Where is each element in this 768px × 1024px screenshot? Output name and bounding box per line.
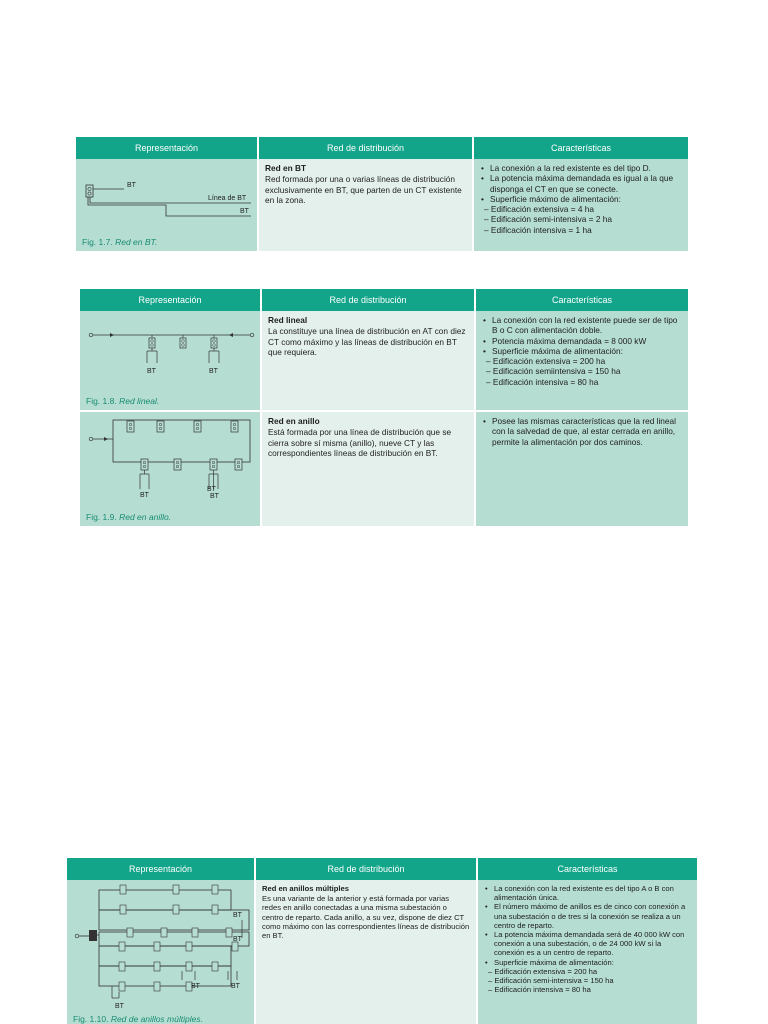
network-title: Red lineal [268, 315, 308, 325]
header-representacion: Representación [76, 137, 258, 159]
header-representacion: Representación [80, 289, 261, 311]
header-red-distribucion: Red de distribución [255, 858, 477, 880]
description-cell [261, 311, 475, 411]
table-row [80, 411, 688, 526]
figure-number: Fig. 1.10. [73, 1013, 109, 1024]
surface-item: – Edificación semi-intensiva = 2 ha [484, 214, 612, 225]
feature-item: • La potencia máxima demandada será de 40 000 kW con conexión a una subestación, o de 24 000 kW si la conexión es a un centro de reparto. [484, 930, 691, 958]
surface-list [484, 967, 691, 995]
features-cell [475, 411, 688, 526]
feature-item: • La conexión a la red existente es del tipo D. [480, 163, 682, 173]
representation-cell [80, 311, 261, 411]
feature-item: • Superficie máxima de alimentación: [484, 958, 691, 967]
label-linea-bt: Línea de BT [208, 195, 247, 202]
features-cell [477, 880, 697, 1024]
feature-item: • La conexión con la red existente puede ser de tipo B o C con alimentación doble. [482, 315, 682, 336]
label-bt-bottom: BT [240, 208, 249, 215]
figure-caption [86, 512, 171, 522]
diagram-red-lineal [80, 311, 261, 383]
figure-title: Red en anillo. [119, 511, 172, 522]
surface-list [482, 356, 682, 387]
representation-cell [80, 411, 261, 526]
label-bt-4: BT [231, 983, 240, 990]
header-red-distribucion: Red de distribución [261, 289, 475, 311]
network-description: La constituye una línea de distribución en AT con diez CT como máximo y las líneas de distribución en BT que requiera. [268, 326, 466, 357]
figure-title: Red lineal. [119, 395, 160, 406]
surface-item: – Edificación semiintensiva = 150 ha [486, 366, 621, 377]
network-title: Red en BT [265, 163, 307, 173]
features-list [480, 163, 682, 204]
network-title: Red en anillos múltiples [262, 884, 349, 893]
representation-cell [67, 880, 255, 1024]
network-description: Red formada por una o varias líneas de distribución exclusivamente en BT, que parten de un CT existente en la zona. [265, 174, 462, 205]
figure-number: Fig. 1.8. [86, 395, 117, 406]
figure-title: Red de anillos múltiples. [110, 1013, 203, 1024]
header-caracteristicas: Características [473, 137, 688, 159]
header-representacion: Representación [67, 858, 255, 880]
figure-caption [86, 396, 159, 406]
label-bt-c: BT [210, 493, 219, 500]
features-list [484, 884, 691, 967]
diagram-anillos-multiples [67, 880, 255, 1010]
surface-item: – Edificación extensiva = 200 ha [486, 356, 606, 367]
table-red-anillos-multiples [67, 858, 697, 1024]
label-bt-3: BT [191, 983, 200, 990]
feature-item: • La potencia máxima demandada es igual a la que disponga el CT en que se conecte. [480, 173, 682, 194]
description-cell [255, 880, 477, 1024]
label-bt-right: BT [209, 368, 218, 375]
table-header [67, 858, 697, 880]
diagram-red-bt [76, 159, 258, 229]
network-description: Es una variante de la anterior y está formada por varias redes en anillo conectadas a una misma subestación o centro de reparto. Cada anillo, a su vez, dispone de diez CT como máximo con las correspondientes líneas de distribución en BT. [262, 894, 470, 941]
feature-item: • Superficie máximo de alimentación: [480, 194, 682, 204]
feature-item: • Superficie máxima de alimentación: [482, 346, 682, 356]
table-red-bt [76, 137, 688, 251]
feature-item: • La conexión con la red existente es del tipo A o B con alimentación única. [484, 884, 691, 902]
table-red-lineal-anillo [80, 289, 688, 526]
surface-item: – Edificación intensiva = 80 ha [488, 985, 591, 995]
figure-number: Fig. 1.9. [86, 511, 117, 522]
table-row [67, 880, 697, 1024]
table-header [80, 289, 688, 311]
header-caracteristicas: Características [475, 289, 688, 311]
network-description: Está formada por una línea de distribución que se cierra sobre sí misma (anillo), nueve CT y las correspondientes líneas de distribución en BT. [268, 427, 452, 458]
header-caracteristicas: Características [477, 858, 697, 880]
figure-caption [73, 1015, 203, 1024]
description-cell [258, 159, 473, 251]
feature-item: • El número máximo de anillos es de cinco con conexión a una subestación o de tres si la conexión se realiza a un centro de reparto. [484, 902, 691, 930]
table-row [76, 159, 688, 251]
surface-list [480, 204, 682, 235]
table-header [76, 137, 688, 159]
figure-title: Red en BT. [115, 236, 158, 247]
label-bt-left: BT [147, 368, 156, 375]
label-bt-a: BT [140, 492, 149, 499]
surface-item: – Edificación semi-intensiva = 150 ha [488, 976, 614, 986]
label-bt-top: BT [127, 182, 136, 189]
surface-item: – Edificación extensiva = 4 ha [484, 204, 595, 215]
figure-caption [82, 237, 157, 247]
feature-item: • Posee las mismas características que la red lineal con la salvedad de que, al estar cerrada en anillo, permite la alimentación por dos caminos. [482, 416, 682, 447]
diagram-red-anillo [80, 412, 261, 507]
label-bt-1: BT [233, 912, 242, 919]
representation-cell [76, 159, 258, 251]
label-bt-b: BT [207, 486, 216, 493]
network-title: Red en anillo [268, 416, 320, 426]
label-bt-2: BT [233, 936, 242, 943]
surface-item: – Edificación extensiva = 200 ha [488, 966, 598, 976]
label-bt-5: BT [115, 1003, 124, 1010]
features-list [482, 416, 682, 447]
feature-item: • Potencia máxima demandada = 8 000 kW [482, 336, 682, 346]
table-row [80, 311, 688, 411]
header-red-distribucion: Red de distribución [258, 137, 473, 159]
surface-item: – Edificación intensiva = 80 ha [486, 376, 599, 387]
features-list [482, 315, 682, 356]
features-cell [475, 311, 688, 411]
description-cell [261, 411, 475, 526]
features-cell [473, 159, 688, 251]
surface-item: – Edificación intensiva = 1 ha [484, 224, 592, 235]
figure-number: Fig. 1.7. [82, 236, 113, 247]
